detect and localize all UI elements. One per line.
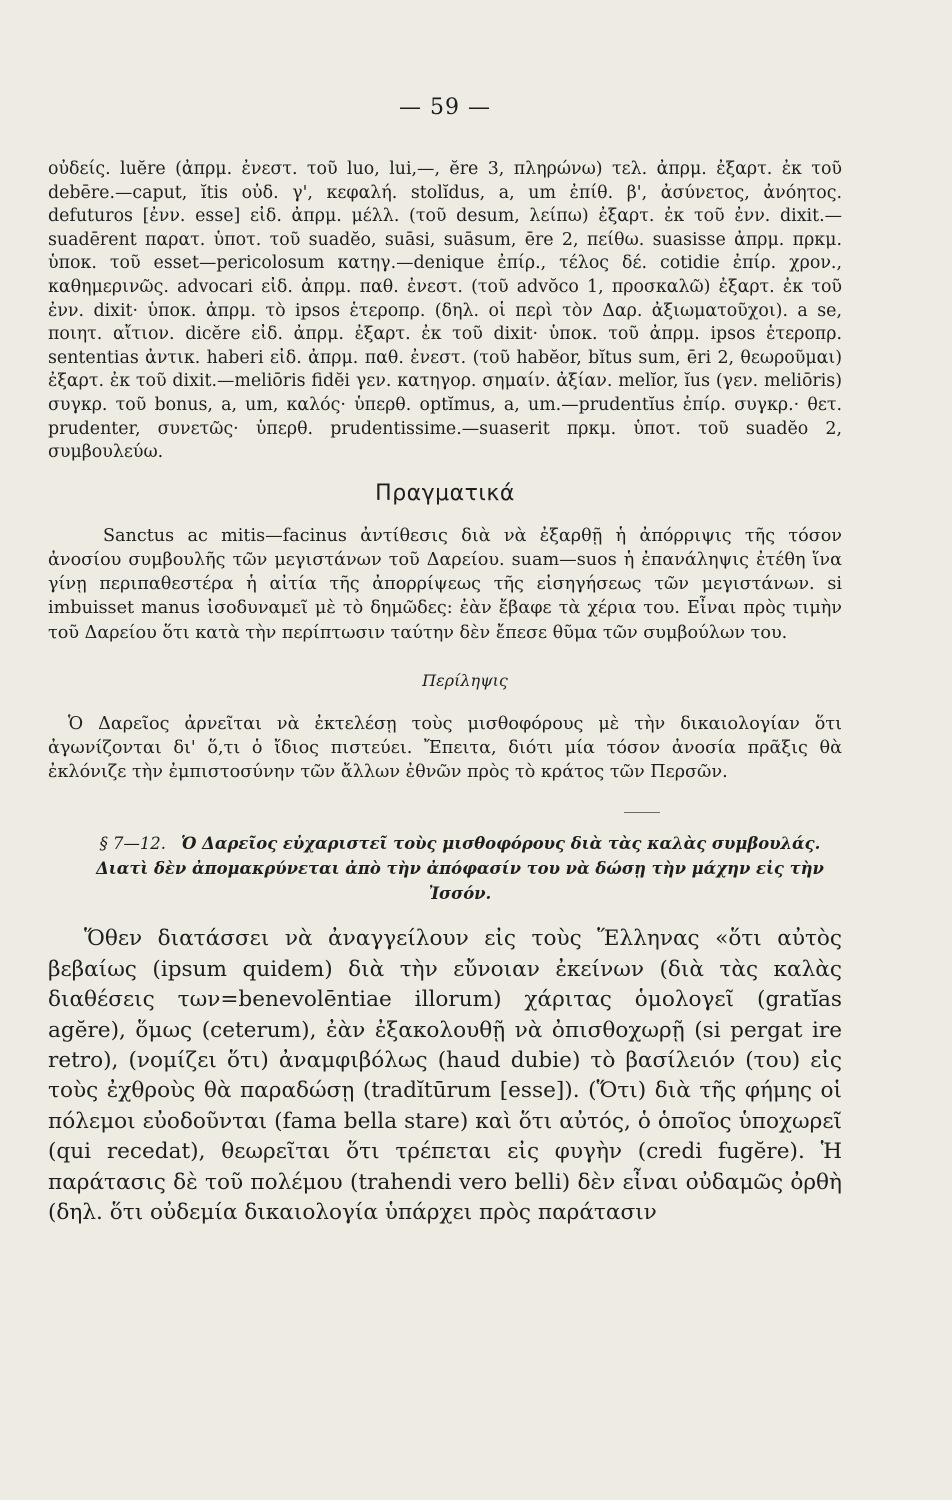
- grammar-notes: [48, 158, 842, 465]
- main-text: [48, 924, 842, 1228]
- pragmatika-heading: Πραγματικά: [375, 480, 515, 506]
- pragmatika-text: Sanctus ac mitis—facinus ἀντίθεσις διὰ νὰ ἐξαρθῇ ἡ ἀπόρριψις τῆς τόσον ἀνοσίου συμβουλῆς τῶν μεγιστάνων τοῦ Δαρείου. suam—suos ἡ ἐπανάληψις ἐτέθη ἵνα γίνῃ περιπαθεστέρα ἡ αἰτία τῆς ἀπορρίψεως τῆς εἰσηγήσεως τῶν μεγιστάνων. si imbuisset manus ἰσοδυναμεῖ μὲ τὸ δημῶδες: ἐὰν ἔβαφε τὰ χέρια του. Εἶναι πρὸς τιμὴν τοῦ Δαρείου ὅτι κατὰ τὴν περίπτωσιν ταύτην δὲν ἔπεσε θῦμα τῶν συμβούλων του.: [48, 525, 842, 643]
- page-number: — 59 —: [399, 95, 491, 120]
- section-title-text: Ὁ Δαρεῖος εὐχαριστεῖ τοὺς μισθοφόρους διὰ τὰς καλὰς συμβουλάς. Διατὶ δὲν ἀπομακρύνεται ἀπὸ τὴν ἀπόφασίν του νὰ δώσῃ τὴν μάχην εἰς τὴν Ἰσσόν.: [96, 834, 824, 904]
- grammar-notes-text: οὐδείς. luĕre (ἀπρμ. ἐνεστ. τοῦ luo, lui,—, ĕre 3, πληρώνω) τελ. ἀπρμ. ἐξαρτ. ἐκ τοῦ debēre.—caput, ĭtis οὐδ. γ', κεφαλή. stolĭdus, a, um ἐπίθ. β', ἀσύνετος, ἀνόητος. defuturos [ἐνν. esse] εἰδ. ἀπρμ. μέλλ. (τοῦ desum, λείπω) ἐξαρτ. ἐκ τοῦ ἐνν. dixit.—suadērent παρατ. ὑποτ. τοῦ suadĕo, suāsi, suāsum, ēre 2, πείθω. suasisse ἀπρμ. πρκμ. ὑποκ. τοῦ esset—pericolosum κατηγ.—denique ἐπίρ., τέλος δέ. cotidie ἐπίρ. χρον., καθημερινῶς. advocari εἰδ. ἀπρμ. παθ. ἐνεστ. (τοῦ advŏco 1, προσκαλῶ) ἐξαρτ. ἐκ τοῦ ἐνν. dixit· ὑποκ. ἀπρμ. τὸ ipsos ἑτεροπρ. (δηλ. οἱ περὶ τὸν Δαρ. ἀξιωματοῦχοι). a se, ποιητ. αἴτιον. dicĕre εἰδ. ἀπρμ. ἐξαρτ. ἐκ τοῦ dixit· ὑποκ. τοῦ ἀπρμ. ipsos ἑτεροπρ. sententias ἀντικ. haberi εἰδ. ἀπρμ. παθ. ἐνεστ. (τοῦ habĕor, bĭtus sum, ēri 2, θεωροῦμαι) ἐξαρτ. ἐκ τοῦ dixit.—meliōris fidĕi γεν. κατηγορ. σημαίν. ἀξίαν. melĭor, ĭus (γεν. meliōris) συγκρ. τοῦ bonus, a, um, καλός· ὑπερθ. optĭmus, a, um.—prudentĭus ἐπίρ. συγκρ.· θετ. prudenter, συνετῶς· ὑπερθ. prudentissime.—suaserit πρκμ. ὑποτ. τοῦ suadĕo 2, συμβουλεύω.: [48, 159, 842, 463]
- main-text-paragraph: Ὅθεν διατάσσει νὰ ἀναγγείλουν εἰς τοὺς Ἕλληνας «ὅτι αὐτὸς βεβαίως (ipsum quidem) διὰ τὴν εὔνοιαν ἐκείνων (διὰ τὰς καλὰς διαθέσεις των=benevolēntiae illorum) χάριτας ὁμολογεῖ (gratĭas agĕre), ὅμως (ceterum), ἐὰν ἐξακολουθῇ νὰ ὀπισθοχωρῇ (si pergat ire retro), (νομίζει ὅτι) ἀναμφιβόλως (haud dubie) τὸ βασίλειόν (του) εἰς τοὺς ἐχθροὺς θὰ παραδώσῃ (tradĭtūrum [esse]). (Ὅτι) διὰ τῆς φήμης οἱ πόλεμοι εὐοδοῦνται (fama bella stare) καὶ ὅτι αὐτός, ὁ ὁποῖος ὑποχωρεῖ (qui recedat), θεωρεῖται ὅτι τρέπεται εἰς φυγὴν (credi fugĕre). Ἡ παράτασις δὲ τοῦ πολέμου (trahendi vero belli) δὲν εἶναι οὐδαμῶς ὀρθὴ (δηλ. ὅτι οὐδεμία δικαιολογία ὑπάρχει πρὸς παράτασιν: [48, 926, 842, 1225]
- perilipsis-section: [48, 712, 842, 785]
- pragmatika-section: [48, 524, 842, 645]
- section-divider: [624, 812, 660, 813]
- section-number: § 7—12.: [99, 834, 166, 854]
- section-title: [88, 831, 832, 906]
- perilipsis-text: Ὁ Δαρεῖος ἀρνεῖται νὰ ἐκτελέσῃ τοὺς μισθοφόρους μὲ τὴν δικαιολογίαν ὅτι ἀγωνίζονται δι' ὅ,τι ὁ ἴδιος πιστεύει. Ἔπειτα, διότι μία τόσον ἀνοσία πρᾶξις θὰ ἐκλόνιζε τὴν ἐμπιστοσύνην τῶν ἄλλων ἐθνῶν πρὸς τὸ κράτος τῶν Περσῶν.: [48, 713, 842, 783]
- perilipsis-heading: Περίληψις: [422, 670, 508, 690]
